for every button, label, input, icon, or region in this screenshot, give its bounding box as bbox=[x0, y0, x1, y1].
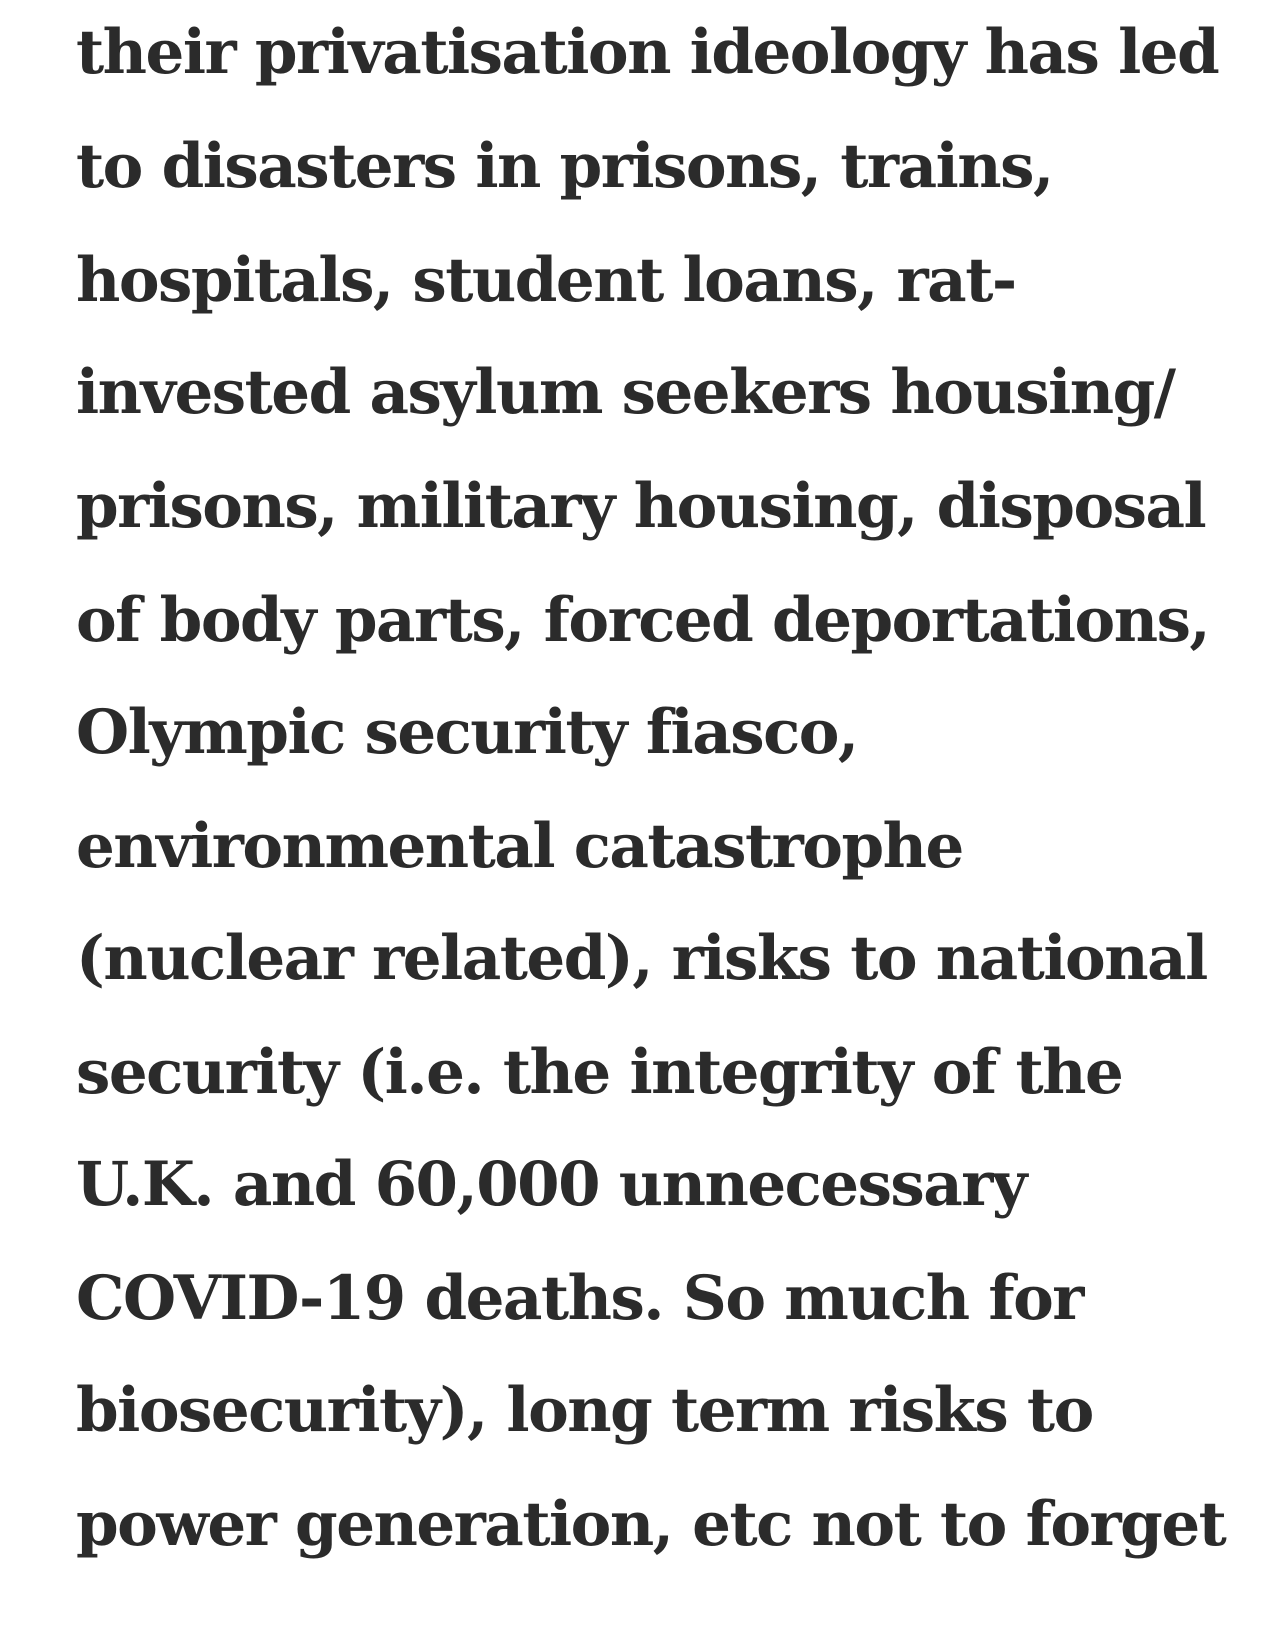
text-line: Olympic security fiasco, bbox=[76, 697, 858, 768]
text-line: environmental catastrophe bbox=[76, 811, 963, 882]
text-line: (nuclear related), risks to national bbox=[76, 923, 1207, 994]
text-line: COVID-19 deaths. So much for bbox=[76, 1263, 1083, 1334]
text-line: invested asylum seekers housing/ bbox=[76, 357, 1175, 428]
text-line: prisons, military housing, disposal bbox=[76, 471, 1206, 542]
text-line: to disasters in prisons, trains, bbox=[76, 131, 1053, 202]
text-line: hospitals, student loans, rat- bbox=[76, 245, 1016, 316]
text-line: security (i.e. the integrity of the bbox=[76, 1037, 1123, 1108]
text-line: their privatisation ideology has led bbox=[76, 17, 1219, 88]
text-line: U.K. and 60,000 unnecessary bbox=[76, 1149, 1026, 1220]
text-line: biosecurity), long term risks to bbox=[76, 1375, 1093, 1446]
text-line: power generation, etc not to forget bbox=[76, 1489, 1226, 1560]
text-line: of body parts, forced deportations, bbox=[76, 585, 1210, 656]
